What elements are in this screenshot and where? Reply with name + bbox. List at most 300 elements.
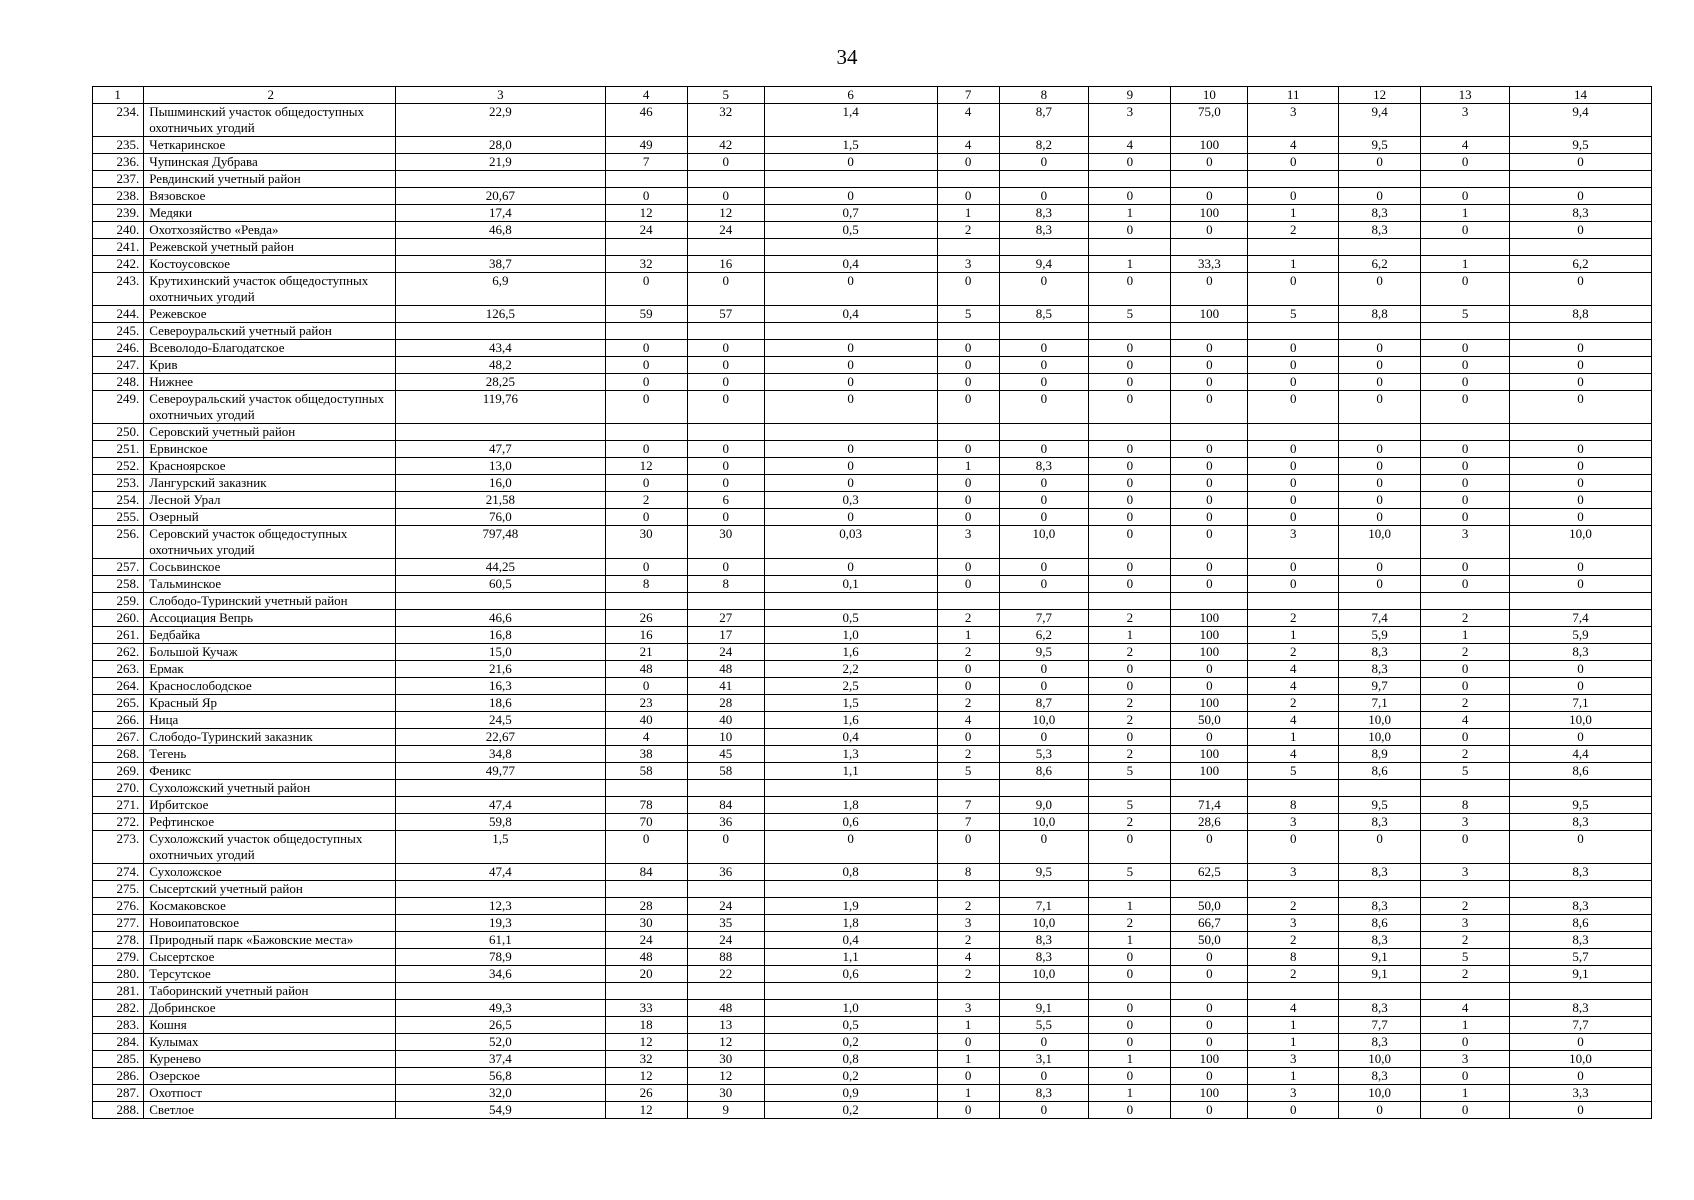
value-cell: 0 <box>1171 391 1248 424</box>
table-row <box>93 695 1652 712</box>
value-cell: 0 <box>1171 678 1248 695</box>
table-row <box>93 831 1652 864</box>
value-cell: 0 <box>764 188 937 205</box>
value-cell: 10,0 <box>1509 526 1651 559</box>
value-cell: 0 <box>999 576 1089 593</box>
value-cell: 0 <box>1421 559 1510 576</box>
row-number-cell: 288. <box>93 1102 144 1119</box>
table-row <box>93 458 1652 475</box>
value-cell: 0 <box>999 831 1089 864</box>
area-name-cell: Ирбитское <box>144 797 396 814</box>
table-row <box>93 137 1652 154</box>
value-cell <box>1248 323 1339 340</box>
value-cell: 0 <box>1509 475 1651 492</box>
table-row <box>93 780 1652 797</box>
column-header: 1 <box>93 87 144 104</box>
value-cell: 12 <box>687 1068 764 1085</box>
value-cell <box>1248 239 1339 256</box>
value-cell: 0 <box>999 492 1089 509</box>
value-cell: 0 <box>764 374 937 391</box>
value-cell: 10,0 <box>1509 1051 1651 1068</box>
table-row <box>93 559 1652 576</box>
column-header: 8 <box>999 87 1089 104</box>
value-cell: 3 <box>1248 1051 1339 1068</box>
value-cell: 1 <box>937 1017 999 1034</box>
value-cell <box>999 881 1089 898</box>
value-cell: 0 <box>687 273 764 306</box>
value-cell: 0 <box>764 509 937 526</box>
value-cell: 1 <box>937 1051 999 1068</box>
table-row <box>93 492 1652 509</box>
value-cell: 56,8 <box>396 1068 605 1085</box>
value-cell: 5,3 <box>999 746 1089 763</box>
value-cell: 0 <box>1248 340 1339 357</box>
area-name-cell: Крив <box>144 357 396 374</box>
value-cell: 10,0 <box>999 814 1089 831</box>
column-header-row <box>93 87 1652 104</box>
value-cell: 7,4 <box>1509 610 1651 627</box>
value-cell: 0 <box>1421 729 1510 746</box>
value-cell: 43,4 <box>396 340 605 357</box>
value-cell: 0 <box>1171 188 1248 205</box>
row-number-cell: 274. <box>93 864 144 881</box>
area-name-cell: Добринское <box>144 1000 396 1017</box>
area-name-cell: Крутихинский участок общедоступных охотничьих угодий <box>144 273 396 306</box>
value-cell <box>1421 323 1510 340</box>
value-cell: 2 <box>1089 712 1171 729</box>
value-cell: 0 <box>687 154 764 171</box>
value-cell: 1 <box>1421 205 1510 222</box>
value-cell: 0 <box>764 559 937 576</box>
value-cell <box>1509 171 1651 188</box>
value-cell <box>396 593 605 610</box>
value-cell: 37,4 <box>396 1051 605 1068</box>
row-number-cell: 284. <box>93 1034 144 1051</box>
value-cell: 100 <box>1171 644 1248 661</box>
value-cell: 40 <box>605 712 687 729</box>
value-cell: 0 <box>1248 188 1339 205</box>
value-cell <box>764 171 937 188</box>
value-cell <box>687 881 764 898</box>
value-cell: 8 <box>1421 797 1510 814</box>
value-cell: 2 <box>1089 814 1171 831</box>
value-cell <box>1171 239 1248 256</box>
area-name-cell: Феникс <box>144 763 396 780</box>
value-cell: 0 <box>687 441 764 458</box>
value-cell: 8,5 <box>999 306 1089 323</box>
value-cell: 4,4 <box>1509 746 1651 763</box>
value-cell: 9,5 <box>1339 137 1421 154</box>
row-number-cell: 259. <box>93 593 144 610</box>
value-cell: 28,25 <box>396 374 605 391</box>
value-cell: 12 <box>605 1068 687 1085</box>
value-cell <box>764 239 937 256</box>
column-header: 10 <box>1171 87 1248 104</box>
value-cell: 49,77 <box>396 763 605 780</box>
value-cell <box>1248 780 1339 797</box>
value-cell: 0 <box>1421 458 1510 475</box>
value-cell: 0 <box>1509 1034 1651 1051</box>
area-name-cell: Красноярское <box>144 458 396 475</box>
value-cell: 0 <box>687 340 764 357</box>
value-cell: 0 <box>1509 661 1651 678</box>
value-cell: 0 <box>605 374 687 391</box>
value-cell: 0 <box>1089 154 1171 171</box>
value-cell: 38 <box>605 746 687 763</box>
value-cell <box>1171 424 1248 441</box>
value-cell: 0 <box>1171 509 1248 526</box>
value-cell <box>937 881 999 898</box>
area-name-cell: Чупинская Дубрава <box>144 154 396 171</box>
value-cell: 0 <box>1339 458 1421 475</box>
value-cell: 5 <box>1248 763 1339 780</box>
value-cell: 6 <box>687 492 764 509</box>
table-row <box>93 1017 1652 1034</box>
area-name-cell: Природный парк «Бажовские места» <box>144 932 396 949</box>
column-header: 7 <box>937 87 999 104</box>
value-cell: 13,0 <box>396 458 605 475</box>
value-cell: 28 <box>687 695 764 712</box>
value-cell: 0 <box>1248 374 1339 391</box>
value-cell <box>1509 593 1651 610</box>
value-cell <box>1171 593 1248 610</box>
value-cell: 8,3 <box>999 458 1089 475</box>
area-name-cell: Ермак <box>144 661 396 678</box>
value-cell: 2 <box>937 932 999 949</box>
value-cell: 0 <box>1089 678 1171 695</box>
value-cell: 0 <box>605 273 687 306</box>
value-cell: 4 <box>937 104 999 137</box>
value-cell: 0 <box>1421 678 1510 695</box>
value-cell: 7,4 <box>1339 610 1421 627</box>
value-cell: 5 <box>937 763 999 780</box>
value-cell: 26 <box>605 1085 687 1102</box>
value-cell: 0 <box>1171 949 1248 966</box>
value-cell: 0 <box>1248 509 1339 526</box>
value-cell: 0 <box>1171 966 1248 983</box>
table-row <box>93 610 1652 627</box>
value-cell: 38,7 <box>396 256 605 273</box>
value-cell: 3 <box>937 1000 999 1017</box>
value-cell <box>1089 239 1171 256</box>
value-cell: 0,5 <box>764 222 937 239</box>
value-cell: 1,0 <box>764 1000 937 1017</box>
value-cell: 3 <box>937 526 999 559</box>
value-cell <box>1171 881 1248 898</box>
value-cell: 0 <box>1509 273 1651 306</box>
row-number-cell: 285. <box>93 1051 144 1068</box>
value-cell <box>937 780 999 797</box>
value-cell: 0,4 <box>764 306 937 323</box>
row-number-cell: 277. <box>93 915 144 932</box>
value-cell: 2 <box>1248 222 1339 239</box>
value-cell: 32 <box>605 256 687 273</box>
value-cell <box>396 424 605 441</box>
value-cell: 0 <box>999 678 1089 695</box>
value-cell: 100 <box>1171 1085 1248 1102</box>
value-cell <box>1248 881 1339 898</box>
value-cell: 71,4 <box>1171 797 1248 814</box>
value-cell: 24 <box>687 644 764 661</box>
value-cell: 26,5 <box>396 1017 605 1034</box>
value-cell <box>1339 593 1421 610</box>
area-name-cell: Ервинское <box>144 441 396 458</box>
value-cell: 0,6 <box>764 966 937 983</box>
value-cell: 0 <box>937 188 999 205</box>
value-cell: 48 <box>605 949 687 966</box>
value-cell: 32 <box>687 104 764 137</box>
value-cell <box>999 171 1089 188</box>
value-cell: 1 <box>1089 1085 1171 1102</box>
value-cell: 16 <box>687 256 764 273</box>
value-cell: 0 <box>937 678 999 695</box>
table-row <box>93 340 1652 357</box>
value-cell: 17 <box>687 627 764 644</box>
value-cell: 3 <box>1248 1085 1339 1102</box>
row-number-cell: 275. <box>93 881 144 898</box>
table-row <box>93 932 1652 949</box>
value-cell: 0 <box>1509 729 1651 746</box>
value-cell: 0 <box>1509 678 1651 695</box>
value-cell: 3 <box>1421 814 1510 831</box>
value-cell: 9,5 <box>1509 797 1651 814</box>
value-cell: 70 <box>605 814 687 831</box>
value-cell: 0 <box>1089 509 1171 526</box>
value-cell <box>1089 593 1171 610</box>
value-cell: 58 <box>605 763 687 780</box>
value-cell: 0 <box>999 729 1089 746</box>
value-cell: 21,58 <box>396 492 605 509</box>
table-row <box>93 222 1652 239</box>
value-cell: 0 <box>937 509 999 526</box>
area-name-cell: Красный Яр <box>144 695 396 712</box>
value-cell: 24 <box>687 898 764 915</box>
value-cell <box>1089 424 1171 441</box>
value-cell: 57 <box>687 306 764 323</box>
value-cell: 1 <box>1248 729 1339 746</box>
value-cell: 3 <box>1248 104 1339 137</box>
value-cell: 33,3 <box>1171 256 1248 273</box>
value-cell: 10,0 <box>1339 1085 1421 1102</box>
value-cell: 10,0 <box>999 526 1089 559</box>
value-cell: 16,0 <box>396 475 605 492</box>
value-cell: 0 <box>1421 576 1510 593</box>
area-name-cell: Новоипатовское <box>144 915 396 932</box>
value-cell: 9,0 <box>999 797 1089 814</box>
value-cell: 0 <box>1509 458 1651 475</box>
value-cell: 7,1 <box>1339 695 1421 712</box>
value-cell: 0 <box>1339 273 1421 306</box>
value-cell: 2 <box>1248 695 1339 712</box>
value-cell: 0 <box>1089 559 1171 576</box>
value-cell: 8,3 <box>999 932 1089 949</box>
column-header: 2 <box>144 87 396 104</box>
row-number-cell: 255. <box>93 509 144 526</box>
value-cell <box>1248 171 1339 188</box>
area-name-cell: Нижнее <box>144 374 396 391</box>
value-cell: 8 <box>1248 949 1339 966</box>
value-cell: 7 <box>605 154 687 171</box>
value-cell: 75,0 <box>1171 104 1248 137</box>
value-cell: 0 <box>687 188 764 205</box>
value-cell <box>605 239 687 256</box>
value-cell: 0,4 <box>764 932 937 949</box>
table-row <box>93 763 1652 780</box>
value-cell: 10,0 <box>999 966 1089 983</box>
value-cell: 42 <box>687 137 764 154</box>
value-cell: 0 <box>764 340 937 357</box>
value-cell: 0 <box>1339 441 1421 458</box>
value-cell <box>1421 983 1510 1000</box>
value-cell: 0 <box>937 391 999 424</box>
table-row <box>93 424 1652 441</box>
value-cell: 0 <box>1171 154 1248 171</box>
value-cell: 3 <box>1248 915 1339 932</box>
value-cell: 8,3 <box>1339 661 1421 678</box>
value-cell: 0 <box>605 340 687 357</box>
value-cell: 0 <box>605 357 687 374</box>
value-cell: 8,3 <box>999 205 1089 222</box>
value-cell: 1,6 <box>764 712 937 729</box>
row-number-cell: 236. <box>93 154 144 171</box>
value-cell <box>1421 424 1510 441</box>
row-number-cell: 271. <box>93 797 144 814</box>
value-cell: 3 <box>937 915 999 932</box>
area-name-cell: Слободо-Туринский учетный район <box>144 593 396 610</box>
value-cell: 0 <box>764 391 937 424</box>
value-cell: 3 <box>1421 864 1510 881</box>
value-cell: 0 <box>1421 374 1510 391</box>
row-number-cell: 242. <box>93 256 144 273</box>
value-cell: 2 <box>1421 932 1510 949</box>
area-name-cell: Космаковское <box>144 898 396 915</box>
row-number-cell: 279. <box>93 949 144 966</box>
value-cell: 7,7 <box>1339 1017 1421 1034</box>
row-number-cell: 287. <box>93 1085 144 1102</box>
area-name-cell: Озерское <box>144 1068 396 1085</box>
value-cell: 4 <box>1421 137 1510 154</box>
value-cell <box>764 424 937 441</box>
value-cell: 1,0 <box>764 627 937 644</box>
value-cell: 0 <box>1421 188 1510 205</box>
value-cell: 1 <box>1421 256 1510 273</box>
value-cell: 3 <box>1248 864 1339 881</box>
value-cell: 0 <box>1509 492 1651 509</box>
value-cell <box>605 323 687 340</box>
value-cell: 18,6 <box>396 695 605 712</box>
value-cell <box>605 171 687 188</box>
value-cell: 1,6 <box>764 644 937 661</box>
value-cell: 12 <box>605 1034 687 1051</box>
value-cell: 0 <box>1509 154 1651 171</box>
value-cell: 10,0 <box>1509 712 1651 729</box>
value-cell: 27 <box>687 610 764 627</box>
table-row <box>93 239 1652 256</box>
value-cell: 8,8 <box>1339 306 1421 323</box>
value-cell: 5 <box>1089 763 1171 780</box>
value-cell: 23 <box>605 695 687 712</box>
row-number-cell: 249. <box>93 391 144 424</box>
value-cell <box>605 593 687 610</box>
value-cell: 1,1 <box>764 949 937 966</box>
value-cell: 9,1 <box>1339 966 1421 983</box>
value-cell: 0,8 <box>764 1051 937 1068</box>
value-cell: 0 <box>687 357 764 374</box>
value-cell: 0 <box>1089 1102 1171 1119</box>
value-cell: 15,0 <box>396 644 605 661</box>
value-cell: 8,3 <box>1339 932 1421 949</box>
value-cell: 9,7 <box>1339 678 1421 695</box>
value-cell: 0 <box>1421 273 1510 306</box>
value-cell: 21,9 <box>396 154 605 171</box>
value-cell: 24 <box>687 932 764 949</box>
value-cell: 0 <box>1339 154 1421 171</box>
table-row <box>93 188 1652 205</box>
value-cell: 0 <box>764 154 937 171</box>
value-cell: 0 <box>1171 273 1248 306</box>
value-cell: 0 <box>1089 441 1171 458</box>
value-cell <box>764 323 937 340</box>
value-cell: 0 <box>1509 222 1651 239</box>
value-cell: 0 <box>605 441 687 458</box>
value-cell: 8,3 <box>1339 898 1421 915</box>
area-name-cell: Лангурский заказник <box>144 475 396 492</box>
value-cell: 8,3 <box>1509 1000 1651 1017</box>
value-cell: 4 <box>1248 712 1339 729</box>
value-cell: 0 <box>1171 441 1248 458</box>
value-cell: 797,48 <box>396 526 605 559</box>
value-cell: 46,8 <box>396 222 605 239</box>
value-cell: 20,67 <box>396 188 605 205</box>
table-row <box>93 509 1652 526</box>
table-row <box>93 661 1652 678</box>
table-row <box>93 475 1652 492</box>
value-cell: 48,2 <box>396 357 605 374</box>
value-cell: 0 <box>687 475 764 492</box>
value-cell: 0 <box>1421 1034 1510 1051</box>
area-name-cell: Сухоложский участок общедоступных охотничьих угодий <box>144 831 396 864</box>
table-row <box>93 104 1652 137</box>
table-row <box>93 1000 1652 1017</box>
column-header: 13 <box>1421 87 1510 104</box>
row-number-cell: 282. <box>93 1000 144 1017</box>
value-cell: 8 <box>937 864 999 881</box>
value-cell: 0 <box>1339 492 1421 509</box>
value-cell: 0 <box>999 1034 1089 1051</box>
value-cell: 9,5 <box>999 644 1089 661</box>
value-cell <box>1171 323 1248 340</box>
value-cell: 2 <box>937 966 999 983</box>
value-cell: 2 <box>937 746 999 763</box>
value-cell: 8,3 <box>1339 205 1421 222</box>
value-cell: 0 <box>1171 831 1248 864</box>
row-number-cell: 253. <box>93 475 144 492</box>
value-cell: 62,5 <box>1171 864 1248 881</box>
value-cell: 100 <box>1171 746 1248 763</box>
value-cell: 3,1 <box>999 1051 1089 1068</box>
value-cell: 1 <box>1089 205 1171 222</box>
value-cell: 0 <box>1171 475 1248 492</box>
area-name-cell: Большой Кучаж <box>144 644 396 661</box>
value-cell: 0 <box>1248 576 1339 593</box>
value-cell: 126,5 <box>396 306 605 323</box>
column-header: 3 <box>396 87 605 104</box>
value-cell <box>396 881 605 898</box>
value-cell: 0 <box>1089 188 1171 205</box>
value-cell: 0 <box>1171 374 1248 391</box>
value-cell: 4 <box>1248 661 1339 678</box>
value-cell: 8,3 <box>1509 898 1651 915</box>
